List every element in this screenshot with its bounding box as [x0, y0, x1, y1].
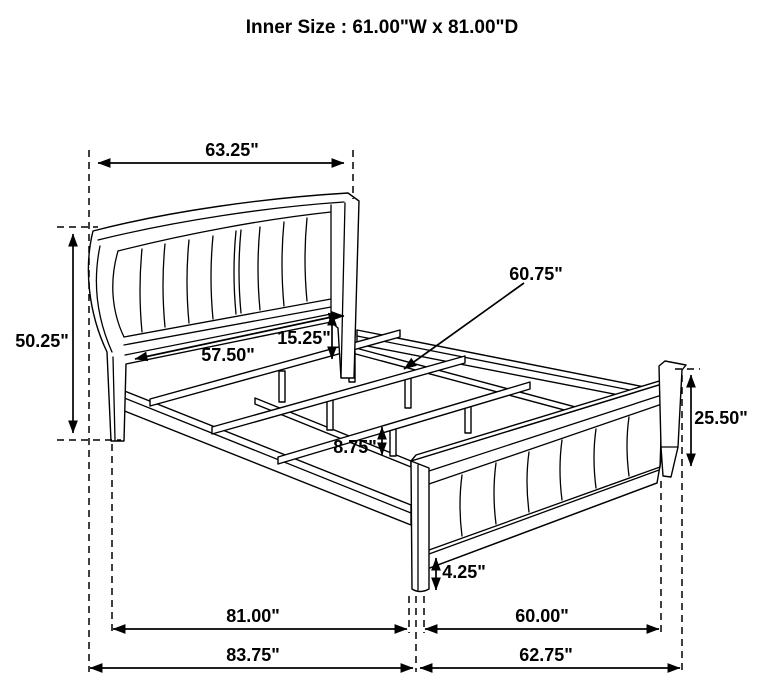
dim-headboard-inner-width-label: 57.50"	[201, 345, 255, 365]
dim-headboard-height-label: 50.25"	[15, 331, 69, 351]
dim-overall-length-label: 83.75"	[226, 645, 280, 665]
footboard-near-leg	[411, 461, 429, 592]
dim-footboard-leg-label: 4.25"	[442, 562, 486, 582]
dim-headboard-width-label: 63.25"	[205, 140, 259, 160]
dim-support-leg-label: 8.75"	[333, 437, 377, 457]
dim-inner-length-label: 81.00"	[226, 606, 280, 626]
dim-footboard-height-label: 25.50"	[694, 408, 748, 428]
dim-rail-height-label: 15.25"	[277, 328, 331, 348]
dim-footboard-inner-width-label: 60.00"	[515, 606, 569, 626]
dim-overall-width-label: 62.75"	[519, 645, 573, 665]
diagram-title: Inner Size : 61.00"W x 81.00"D	[245, 17, 519, 38]
dim-slat-rail-length-label: 60.75"	[509, 264, 563, 284]
slat-2	[212, 356, 465, 434]
footboard	[411, 361, 686, 592]
